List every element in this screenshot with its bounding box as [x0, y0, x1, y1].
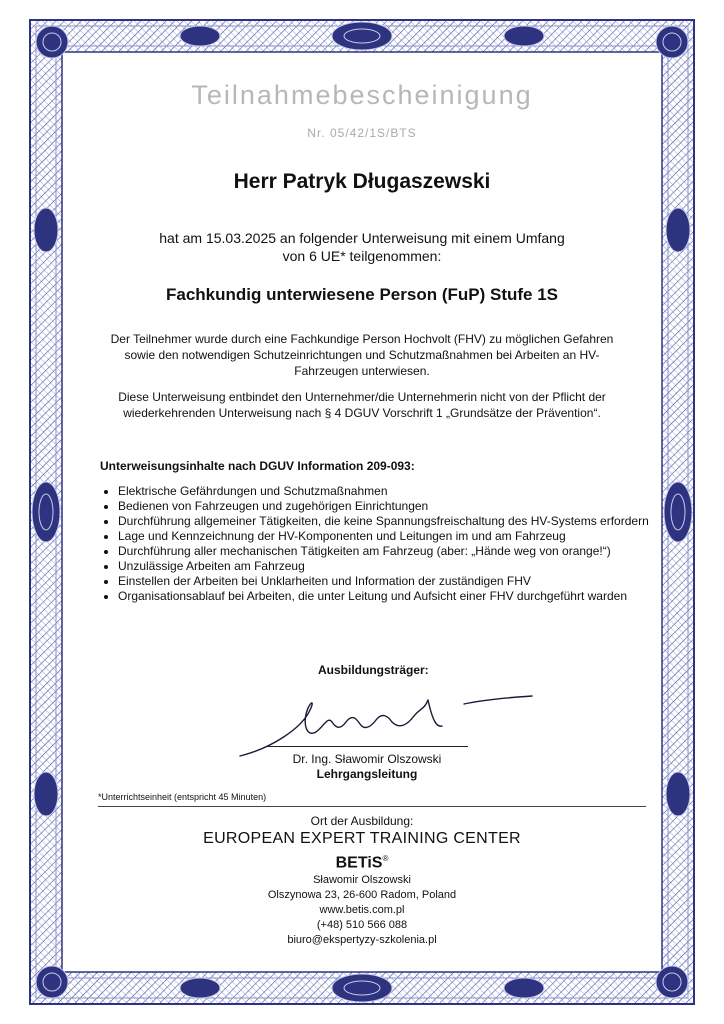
- phone: (+48) 510 566 088: [316, 919, 408, 932]
- certificate-number: Nr. 05/42/1S/BTS: [307, 126, 417, 140]
- signer-name: Dr. Ing. Sławomir Olszowski: [292, 752, 442, 766]
- signer-block: [266, 752, 468, 782]
- signer-role: Lehrgangsleitung: [316, 767, 418, 781]
- certificate-title: Teilnahmebescheinigung: [191, 80, 533, 110]
- description-paragraph-1: Der Teilnehmer wurde durch eine Fachkundige Person Hochvolt (FHV) zu möglichen Gefahren sowie den notwendigen Schutzeinrichtungen und Schutzmaßnahmen bei Arbeiten an HV-Fahrzeugen unterwiesen.: [110, 332, 614, 378]
- email: biuro@ekspertyzy-szkolenia.pl: [287, 934, 437, 947]
- intro-text: [0, 229, 724, 265]
- brand-text: BETiS: [335, 854, 383, 872]
- list-item: • Bedienen von Fahrzeugen und zugehörigen Einrichtungen: [118, 499, 678, 513]
- signature-line: [266, 746, 468, 747]
- list-item: • Unzulässige Arbeiten am Fahrzeug: [118, 559, 678, 573]
- participant-name: Herr Patryk Długaszewski: [233, 170, 491, 193]
- owner-name: Sławomir Olszowski: [313, 874, 411, 887]
- list-item: • Durchführung aller mechanischen Tätigkeiten am Fahrzeug (aber: „Hände weg von orange!“): [118, 544, 678, 558]
- brand-name: [0, 849, 724, 873]
- list-item: • Einstellen der Arbeiten bei Unklarheiten und Information der zuständigen FHV: [118, 574, 678, 588]
- topics-list: [100, 484, 678, 604]
- organization-name: EUROPEAN EXPERT TRAINING CENTER: [203, 830, 521, 847]
- training-location: [0, 814, 724, 948]
- course-title: Fachkundig unterwiesene Person (FuP) Stufe 1S: [165, 285, 558, 304]
- website: www.betis.com.pl: [319, 904, 405, 917]
- footnote-divider: [98, 806, 646, 807]
- list-item: • Lage und Kennzeichnung der HV-Komponenten und Leitungen im und am Fahrzeug: [118, 529, 678, 543]
- intro-line-1: hat am 15.03.2025 an folgender Unterweisung mit einem Umfang: [159, 230, 565, 246]
- trainer-label: Ausbildungsträger:: [318, 663, 429, 677]
- list-item: • Durchführung allgemeiner Tätigkeiten, die keine Spannungsfreischaltung des HV-Systems erfordern: [118, 514, 678, 528]
- list-item: • Organisationsablauf bei Arbeiten, die unter Leitung und Aufsicht einer FHV durchgeführt warden: [118, 589, 678, 603]
- list-item: • Elektrische Gefährdungen und Schutzmaßnahmen: [118, 484, 678, 498]
- address: Olszynowa 23, 26-600 Radom, Poland: [267, 889, 457, 902]
- footnote: *Unterrichtseinheit (entspricht 45 Minuten): [98, 792, 267, 802]
- intro-line-2: von 6 UE* teilgenommen:: [282, 248, 442, 264]
- description-paragraph-2: Diese Unterweisung entbindet den Unternehmer/die Unternehmerin nicht von der Pflicht der wiederkehrenden Unterweisung nach § 4 DGUV Vorschrift 1 „Grundsätze der Prävention“.: [118, 390, 606, 420]
- topics-heading: Unterweisungsinhalte nach DGUV Information 209-093:: [100, 459, 415, 473]
- location-label: Ort der Ausbildung:: [310, 814, 414, 828]
- brand-mark: ®: [382, 854, 389, 863]
